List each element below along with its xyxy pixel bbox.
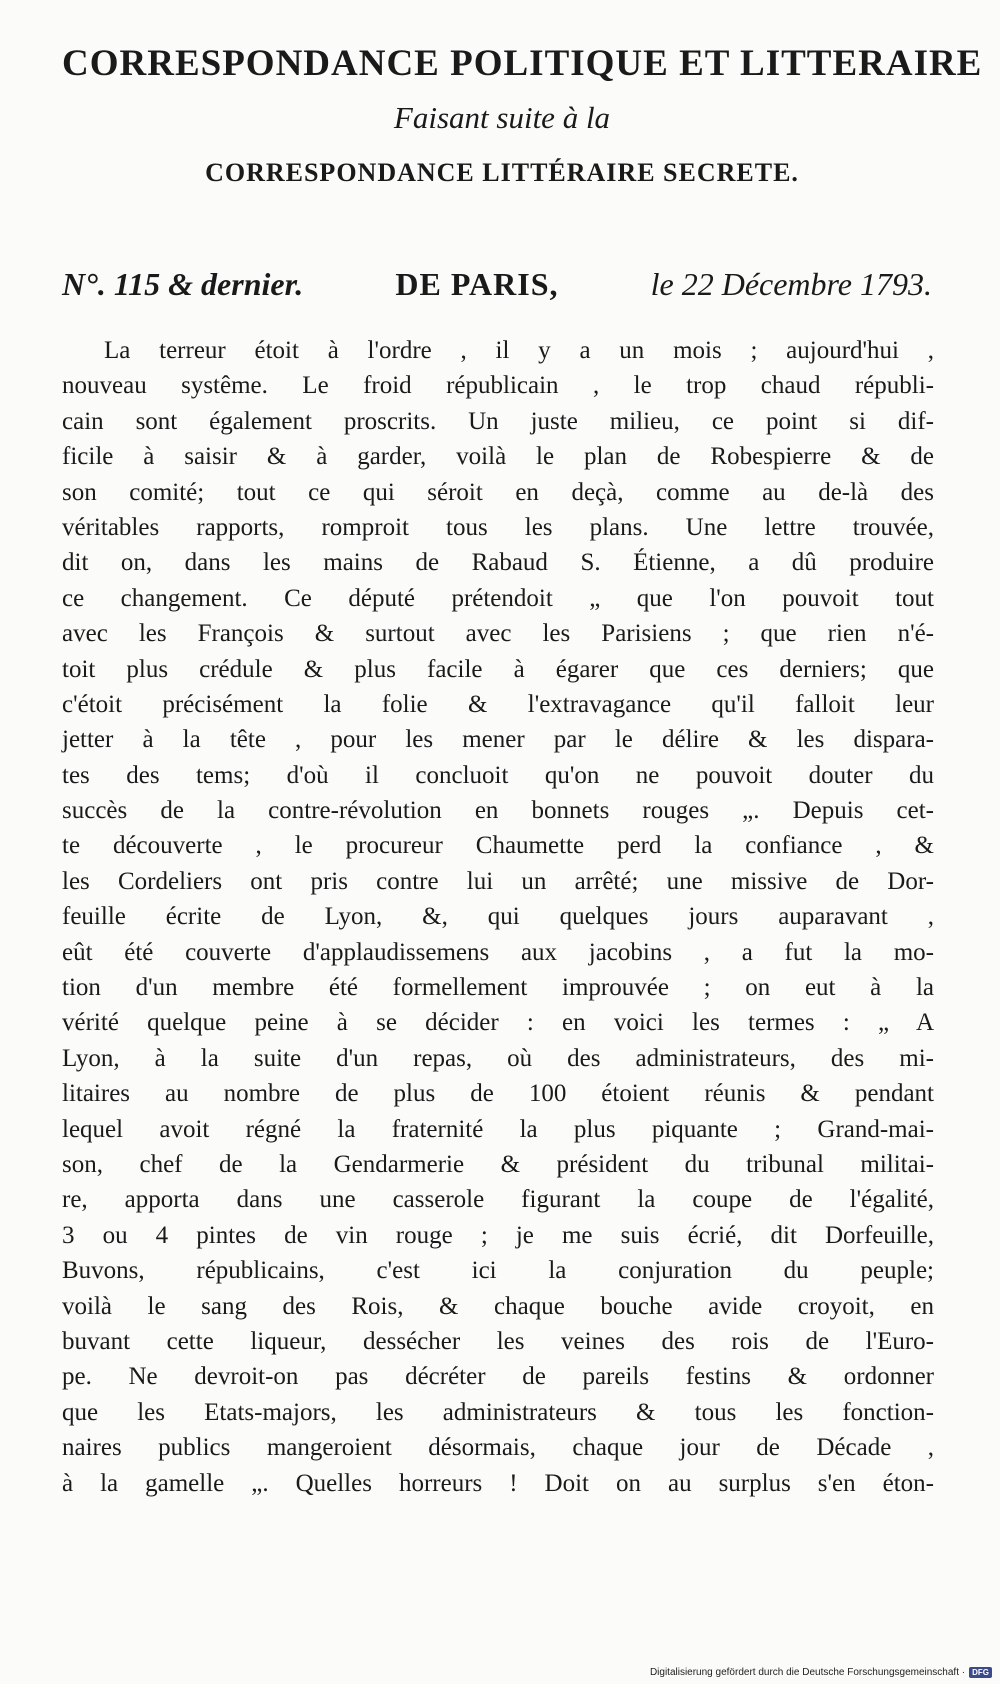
text-line: son comité; tout ce qui séroit en deçà, comme au de-là des — [62, 478, 934, 506]
text-line: tes des tems; d'où il concluoit qu'on ne pouvoit douter du — [62, 761, 934, 789]
text-line: re, apporta dans une casserole figurant la coupe de l'égalité, — [62, 1186, 934, 1214]
text-line: avec les François & surtout avec les Parisiens ; que rien n'é- — [62, 620, 934, 648]
text-line: Buvons, républicains, c'est ici la conjuration du peuple; — [62, 1257, 934, 1285]
page-title: CORRESPONDANCE POLITIQUE ET LITTERAIRE — [62, 43, 983, 84]
text-line: jetter à la tête , pour les mener par le délire & les dispara- — [62, 726, 934, 754]
text-line: dit on, dans les mains de Rabaud S. Étienne, a dû produire — [62, 549, 934, 577]
text-line: succès de la contre-révolution en bonnets rouges „. Depuis cet- — [62, 797, 934, 825]
text-line: son, chef de la Gendarmerie & président du tribunal militai- — [62, 1150, 934, 1178]
text-line: toit plus crédule & plus facile à égarer que ces derniers; que — [62, 655, 934, 683]
text-line: à la gamelle „. Quelles horreurs ! Doit on au surplus s'en éton- — [62, 1469, 934, 1497]
dateline — [62, 266, 932, 303]
text-line: naires publics mangeroient désormais, chaque jour de Décade , — [62, 1434, 934, 1462]
text-line: Lyon, à la suite d'un repas, où des administrateurs, des mi- — [62, 1044, 934, 1072]
text-line: les Cordeliers ont pris contre lui un arrêté; une missive de Dor- — [62, 867, 934, 895]
text-line: 3 ou 4 pintes de vin rouge ; je me suis écrié, dit Dorfeuille, — [62, 1221, 934, 1249]
footer-credit — [650, 1667, 992, 1678]
masthead — [62, 42, 983, 188]
text-line: cain sont également proscrits. Un juste milieu, ce point si dif- — [62, 407, 934, 435]
text-line: vérité quelque peine à se décider : en voici les termes : „ A — [62, 1009, 934, 1037]
text-line: tion d'un membre été formellement improuvée ; on eut à la — [62, 974, 934, 1002]
text-line: que les Etats-majors, les administrateurs & tous les fonction- — [62, 1398, 934, 1426]
text-line: feuille écrite de Lyon, &, qui quelques jours auparavant , — [62, 903, 934, 931]
page-subtitle: Faisant suite à la — [393, 100, 611, 135]
dateline-date: le 22 Décembre 1793. — [650, 266, 932, 302]
text-line: nouveau systême. Le froid républicain , le trop chaud républi- — [62, 372, 934, 400]
text-line: te découverte , le procureur Chaumette perd la confiance , & — [62, 832, 934, 860]
issue-number: N°. 115 & dernier. — [62, 266, 304, 302]
text-line: ce changement. Ce député prétendoit „ que l'on pouvoit tout — [62, 584, 934, 612]
text-line: eût été couverte d'applaudissemens aux jacobins , a fut la mo- — [62, 938, 934, 966]
text-line: La terreur étoit à l'ordre , il y a un mois ; aujourd'hui , — [104, 337, 934, 364]
text-line: buvant cette liqueur, dessécher les veines des rois de l'Euro- — [62, 1327, 934, 1355]
body-text — [62, 333, 934, 1501]
text-line: véritables rapports, romproit tous les plans. Une lettre trouvée, — [62, 513, 934, 541]
text-line: voilà le sang des Rois, & chaque bouche avide croyoit, en — [62, 1292, 934, 1320]
page-subtitle-secondary: CORRESPONDANCE LITTÉRAIRE SECRETE. — [205, 158, 799, 187]
dateline-place: DE PARIS, — [395, 266, 559, 302]
footer-text: Digitalisierung gefördert durch die Deutsche Forschungsgemeinschaft · — [649, 1667, 966, 1678]
dfg-logo: DFG — [969, 1667, 992, 1678]
text-line: c'étoit précisément la folie & l'extravagance qu'il falloit leur — [62, 690, 934, 718]
text-line: lequel avoit régné la fraternité la plus piquante ; Grand-mai- — [62, 1115, 934, 1143]
text-line: pe. Ne devroit-on pas décréter de pareils festins & ordonner — [62, 1363, 934, 1391]
text-line: litaires au nombre de plus de 100 étoient réunis & pendant — [62, 1080, 934, 1108]
text-line: ficile à saisir & à garder, voilà le plan de Robespierre & de — [62, 443, 934, 471]
